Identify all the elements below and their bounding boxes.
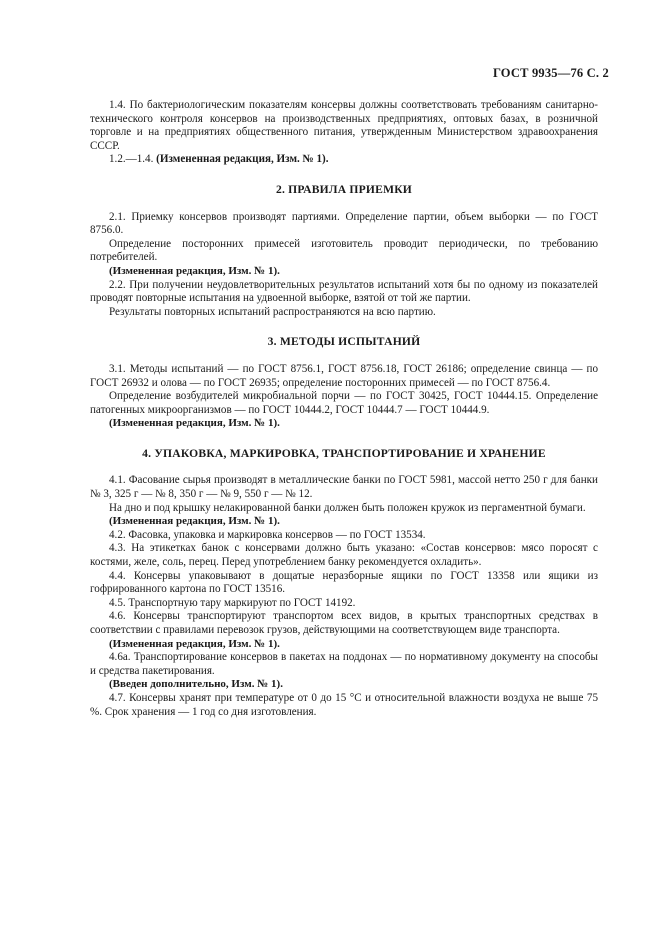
paragraph-3-1: 3.1. Методы испытаний — по ГОСТ 8756.1, ГОСТ 8756.18, ГОСТ 26186; определение свинца — по ГОСТ 26932 и олова — по ГОСТ 26935; определение посторонних примесей — по ГОСТ 8756.4.: [90, 362, 598, 389]
paragraph-2-1b: Определение посторонних примесей изготовитель проводит периодически, по требованию потребителей.: [90, 237, 598, 264]
paragraph-4-6a: 4.6а. Транспортирование консервов в пакетах на поддонах — по нормативному документу на способы и средства пакетирования.: [90, 651, 598, 677]
paragraph-2-1: 2.1. Приемку консервов производят партиями. Определение партии, объем выборки — по ГОСТ 8756.0.: [90, 210, 598, 237]
section-heading-2: 2. ПРАВИЛА ПРИЕМКИ: [275, 182, 413, 196]
note-prefix: 1.2.—1.4.: [109, 153, 157, 166]
paragraph-3-1b: Определение возбудителей микробиальной порчи — по ГОСТ 30425, ГОСТ 10444.15. Определение патогенных микроорганизмов — по ГОСТ 10444.2, ГОСТ 10444.7 — ГОСТ 10444.9.: [90, 390, 598, 416]
paragraph-4-7: 4.7. Консервы хранят при температуре от 0 до 15 °С и относительной влажности воздуха не выше 75 %. Срок хранения — 1 год со дня изготовления.: [90, 691, 598, 718]
paragraph-4-1: 4.1. Фасование сырья производят в металлические банки по ГОСТ 5981, массой нетто 250 г для банки № 3, 325 г — № 8, 350 г — № 9, 550 г — № 12.: [90, 474, 598, 501]
addition-note-4-6a: (Введен дополнительно, Изм. № 1).: [109, 678, 283, 691]
paragraph-4-5: 4.5. Транспортную тару маркируют по ГОСТ 14192.: [109, 596, 356, 609]
page-header: ГОСТ 9935—76 С. 2: [492, 66, 609, 80]
revision-note-4-6: (Измененная редакция, Изм. № 1).: [109, 637, 280, 650]
paragraph-4-4: 4.4. Консервы упаковывают в дощатые неразборные ящики по ГОСТ 13358 или ящики из гофрированного картона по ГОСТ 13516.: [90, 569, 598, 596]
revision-note: (Измененная редакция, Изм. № 1).: [156, 153, 329, 166]
paragraph-1-2-1-4-note: [90, 153, 598, 167]
paragraph-1-4: 1.4. По бактериологическим показателям консервы должны соответствовать требованиям санитарно-технического контроля консервов на производственных предприятиях, оптовых базах, в розничной торговле и на предприятиях общественного питания, утвержденным Министерством здравоохранения СССР.: [90, 99, 598, 152]
paragraph-4-2: 4.2. Фасовка, упаковка и маркировка консервов — по ГОСТ 13534.: [109, 528, 426, 541]
section-heading-3: 3. МЕТОДЫ ИСПЫТАНИЙ: [267, 335, 421, 349]
paragraph-4-6: 4.6. Консервы транспортируют транспортом всех видов, в крытых транспортных средствах в соответствии с правилами перевозок грузов, действующими на соответствующем виде транспорта.: [90, 610, 598, 636]
paragraph-4-1b: На дно и под крышку нелакированной банки должен быть положен кружок из пергаментной бумаги.: [109, 501, 586, 514]
paragraph-4-3: 4.3. На этикетках банок с консервами должно быть указано: «Состав консервов: мясо поросят с костями, желе, соль, перец. Перед употреблением банку рекомендуется охладить».: [90, 542, 598, 569]
paragraph-2-2b: Результаты повторных испытаний распространяются на всю партию.: [109, 305, 436, 318]
revision-note-2-1: (Измененная редакция, Изм. № 1).: [109, 264, 280, 277]
document-body: [90, 99, 598, 719]
paragraph-2-2: 2.2. При получении неудовлетворительных результатов испытаний хотя бы по одному из показателей проводят повторные испытания на удвоенной выборке, взятой от той же партии.: [90, 278, 598, 305]
revision-note-4-1: (Измененная редакция, Изм. № 1).: [109, 515, 280, 528]
section-heading-4: 4. УПАКОВКА, МАРКИРОВКА, ТРАНСПОРТИРОВАНИЕ И ХРАНЕНИЕ: [142, 446, 546, 460]
revision-note-3-1: (Измененная редакция, Изм. № 1).: [109, 417, 280, 430]
